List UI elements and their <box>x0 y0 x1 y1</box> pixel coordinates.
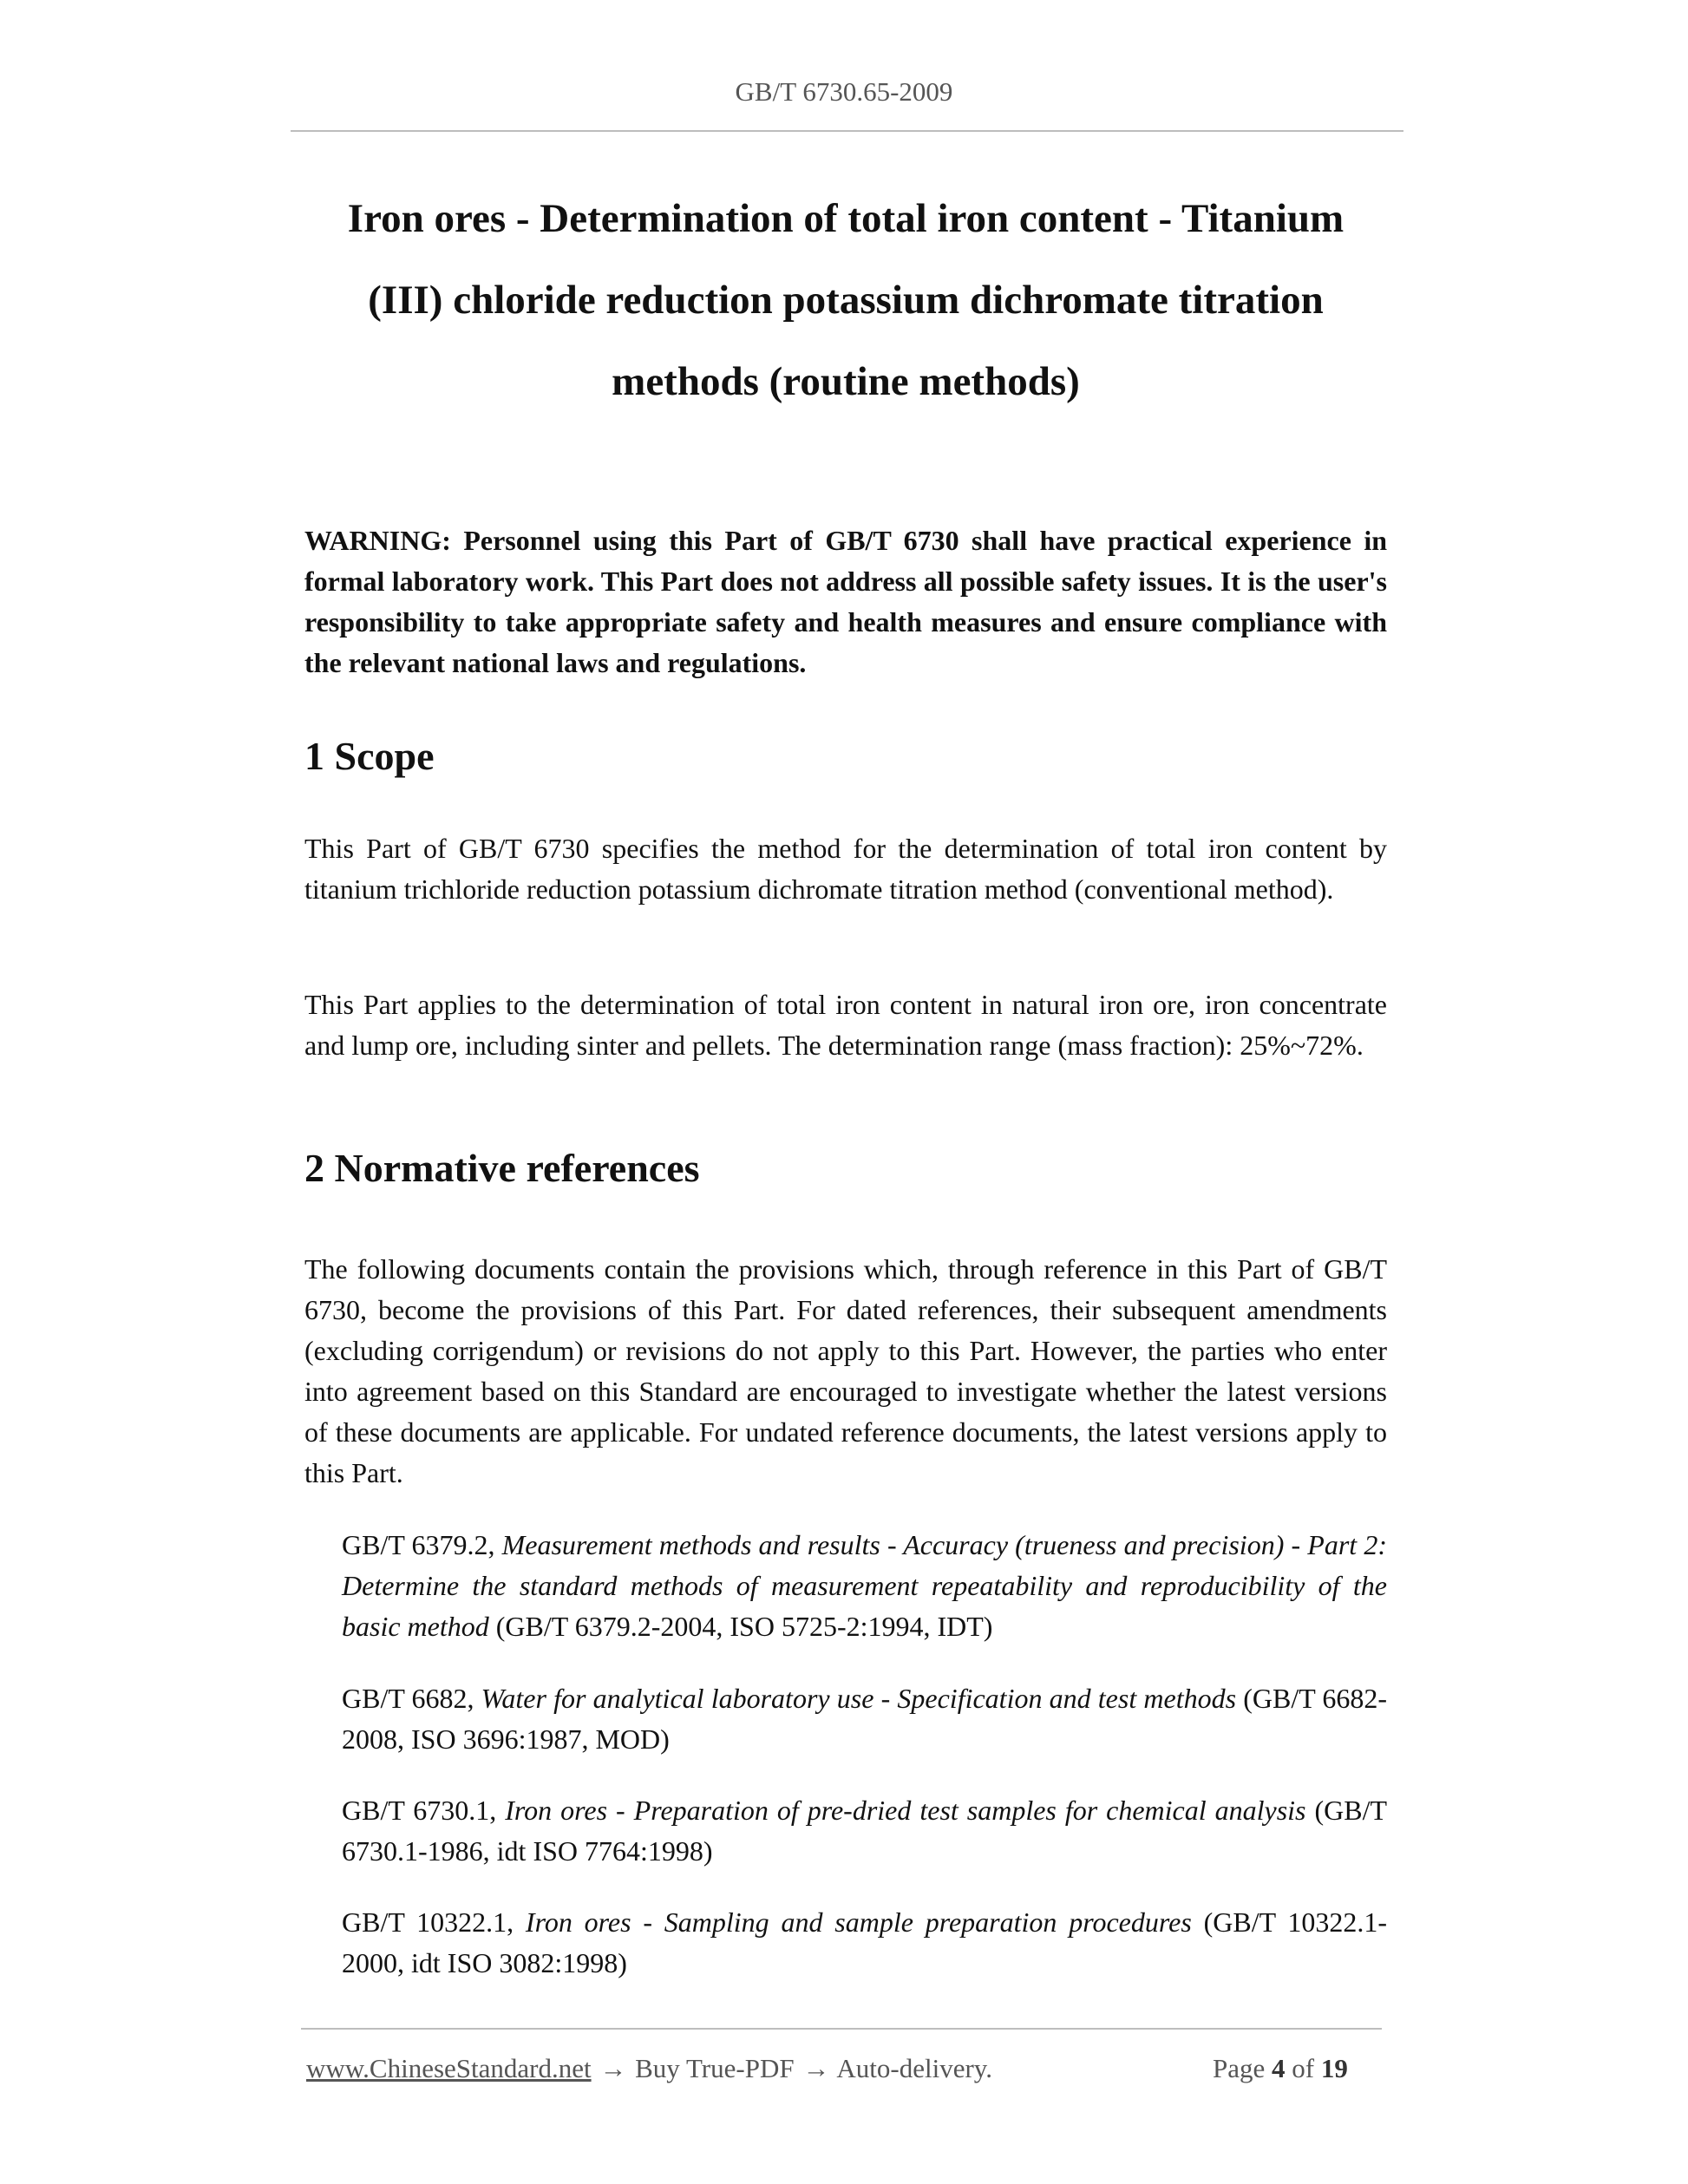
title-line-3: methods (routine methods) <box>612 359 1080 404</box>
section-heading-normative-references: 2 Normative references <box>304 1146 700 1190</box>
reference-item <box>342 1525 1387 1647</box>
footer-divider <box>301 2028 1382 2030</box>
reference-detail: (GB/T 6730.1-1986, idt ISO 7764:1998) <box>342 1795 1388 1867</box>
document-title <box>304 178 1388 422</box>
reference-code: GB/T 6682, <box>342 1683 481 1714</box>
buy-true-pdf-text: Buy True-PDF <box>635 2053 795 2083</box>
page-label: Page <box>1213 2053 1266 2083</box>
reference-detail: (GB/T 10322.1-2000, idt ISO 3082:1998) <box>342 1906 1388 1978</box>
title-line-1: Iron ores - Determination of total iron content - Titanium <box>347 196 1345 241</box>
page-total: 19 <box>1320 2053 1348 2083</box>
title-line-2: (III) chloride reduction potassium dichromate titration <box>368 278 1324 323</box>
arrow-right-icon: → <box>802 2053 830 2083</box>
page-current: 4 <box>1272 2053 1286 2083</box>
reference-item <box>342 1902 1387 1984</box>
of-label: of <box>1292 2053 1315 2083</box>
scope-paragraph-1: This Part of GB/T 6730 specifies the method for the determination of total iron content by titanium trichloride reduction potassium dichromate titration method (conventional method). <box>304 833 1387 905</box>
reference-title: Water for analytical laboratory use - Specification and test methods <box>481 1683 1237 1714</box>
reference-title: Iron ores - Preparation of pre-dried test samples for chemical analysis <box>505 1795 1306 1826</box>
arrow-right-icon: → <box>599 2053 627 2083</box>
header-divider <box>291 130 1403 132</box>
normative-intro-paragraph: The following documents contain the provisions which, through reference in this Part of GB/T 6730, become the provisions of this Part. For dated references, their subsequent amendments (excluding corrigendum) or revisions do not apply to this Part. However, the parties who enter into agreement based on this Standard are encouraged to investigate whether the latest versions of these documents are applicable. For undated reference documents, the latest versions apply to this Part. <box>304 1253 1387 1488</box>
reference-item <box>342 1790 1387 1872</box>
reference-title: Iron ores - Sampling and sample preparation procedures <box>525 1906 1192 1938</box>
reference-title: Measurement methods and results - Accuracy (trueness and precision) - Part 2: Determine the standard methods of measurement repeatability and reproducibility of the basic method <box>342 1529 1388 1642</box>
page-indicator <box>1213 2053 1348 2084</box>
auto-delivery-text: Auto-delivery. <box>836 2053 993 2083</box>
section-heading-scope: 1 Scope <box>304 734 435 778</box>
reference-code: GB/T 6730.1, <box>342 1795 506 1826</box>
running-header: GB/T 6730.65-2009 <box>735 76 953 107</box>
reference-detail: (GB/T 6379.2-2004, ISO 5725-2:1994, IDT) <box>488 1611 993 1642</box>
reference-item <box>342 1678 1387 1760</box>
reference-code: GB/T 10322.1, <box>342 1906 526 1938</box>
warning-paragraph: WARNING: Personnel using this Part of GB/T 6730 shall have practical experience in formal laboratory work. This Part does not address all possible safety issues. It is the user's responsibility to take appropriate safety and health measures and ensure compliance with the relevant national laws and regulations. <box>304 525 1387 678</box>
reference-code: GB/T 6379.2, <box>342 1529 502 1560</box>
scope-paragraph-2: This Part applies to the determination of total iron content in natural iron ore, iron concentrate and lump ore, including sinter and pellets. The determination range (mass fraction): 25%~72%. <box>304 989 1387 1061</box>
reference-detail: (GB/T 6682-2008, ISO 3696:1987, MOD) <box>342 1683 1388 1755</box>
chinesestandard-link[interactable]: www.ChineseStandard.net <box>306 2053 592 2083</box>
footer-promo <box>306 2053 992 2084</box>
